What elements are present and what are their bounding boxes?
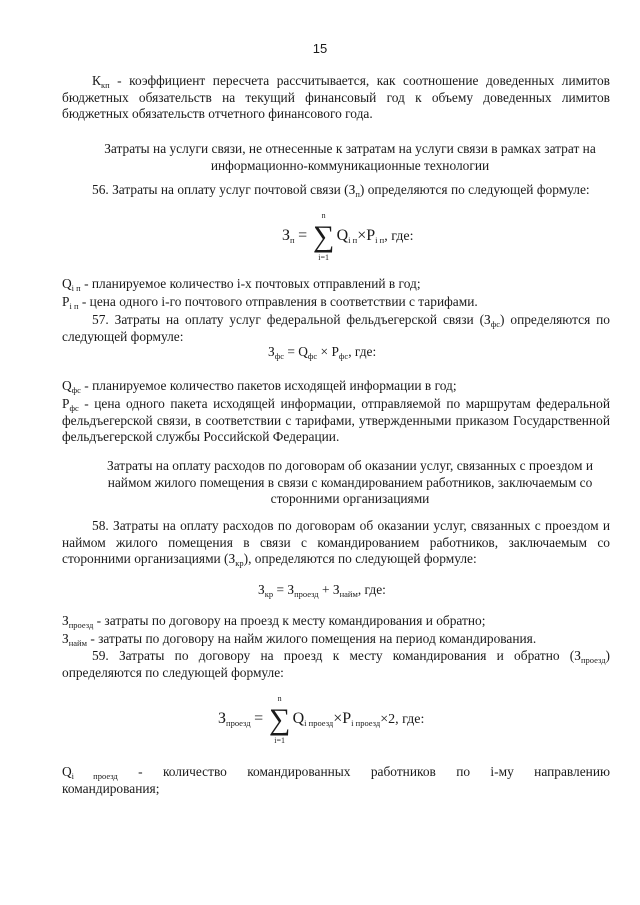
p56-text-a: 56. Затраты на оплату услуг почтовой связи (З (92, 182, 356, 197)
paragraph-59 (62, 648, 610, 681)
f56-tail: , где: (384, 229, 414, 245)
f56-sum-top: n (321, 211, 326, 220)
f57-q: Q (298, 344, 308, 359)
d58-a-sub: проезд (68, 620, 94, 630)
d56-p-symbol: P (62, 294, 70, 309)
d58-b-sub: найм (68, 638, 87, 648)
paragraph-56 (62, 182, 610, 199)
p58-subscript: кр (235, 558, 244, 568)
definition-q-travel (62, 764, 610, 797)
d56-q-sub: i п (71, 283, 81, 293)
p59-subscript: проезд (580, 655, 606, 665)
page-number: 15 (312, 41, 328, 56)
formula-58 (258, 582, 386, 598)
p58-text-b: ), определяются по следующей формуле: (243, 551, 477, 566)
f59-lhs-sub: проезд (226, 718, 251, 729)
f59-lhs: З (218, 710, 227, 728)
f57-eq: = (284, 344, 299, 359)
p56-subscript: п (355, 189, 360, 199)
f58-t2-sub: найм (339, 589, 358, 599)
f58-t2: З (332, 582, 340, 597)
f58-lhs-sub: кр (264, 589, 274, 599)
f57-q-sub: фс (307, 351, 318, 361)
f59-sum-bottom: i=1 (274, 736, 285, 745)
f59-times: × (333, 710, 343, 728)
f56-times: × (357, 227, 367, 245)
f57-tail: , где: (348, 344, 377, 359)
f58-plus: + (318, 582, 333, 597)
definition-p-courier (62, 396, 610, 446)
d58-a-symbol: З (62, 613, 69, 628)
f58-t1-sub: проезд (294, 589, 319, 599)
d57-q-sub: фс (71, 385, 81, 395)
paragraph-57 (62, 312, 610, 345)
d56-q-text: - планируемое количество i-х почтовых отправлений в год; (80, 276, 421, 291)
kkp-symbol: К (92, 73, 101, 88)
f59-eq: = (254, 710, 264, 728)
definition-z-travel (62, 613, 610, 630)
d56-p-text: - цена одного i-го почтового отправления в соответствии с тарифами. (78, 294, 478, 309)
f59-tail: ×2, где: (380, 712, 425, 728)
formula-56 (282, 211, 414, 262)
d57-q-symbol: Q (62, 378, 72, 393)
p57-text-a: 57. Затраты на оплату услуг федеральной фельдъегерской связи (З (92, 312, 491, 327)
formula-57 (268, 344, 376, 360)
definition-q-postal (62, 276, 610, 293)
p57-subscript: фс (490, 319, 501, 329)
f57-times: × (317, 344, 332, 359)
kkp-definition (62, 73, 610, 123)
d56-p-sub: i п (69, 301, 79, 311)
f56-q: Q (336, 227, 349, 245)
p56-text-b: ) определяются по следующей формуле: (359, 182, 590, 197)
definition-p-postal (62, 294, 610, 311)
f58-lhs: З (258, 582, 265, 597)
f59-sum-top: n (277, 694, 282, 703)
f57-lhs: З (268, 344, 275, 359)
definition-z-lodging (62, 631, 610, 648)
f59-q: Q (292, 710, 305, 728)
f56-p-sub: i п (375, 235, 385, 246)
d59-q-sub: i проезд (71, 771, 118, 781)
paragraph-58 (62, 518, 610, 568)
definition-q-courier (62, 378, 610, 395)
f56-sum-bottom: i=1 (318, 253, 329, 262)
d56-q-symbol: Q (62, 276, 72, 291)
d59-q-text: - количество командированных работников по i-му направлению командирования; (62, 764, 610, 796)
section-heading-communications: Затраты на услуги связи, не отнесенные к затратам на услуги связи в рамках затрат на информационно-коммуникационные технологии (104, 141, 596, 173)
f58-eq: = (273, 582, 288, 597)
p58-text-a: 58. Затраты на оплату расходов по договорам об оказании услуг, связанных с проездом и наймом жилого помещения в связи с командированием работников, заключаемым со сторонними организациями (З (62, 518, 610, 566)
d58-b-symbol: З (62, 631, 69, 646)
kkp-subscript: кп (100, 80, 110, 90)
p59-text-a: 59. Затраты по договору на проезд к месту командирования и обратно (З (92, 648, 581, 663)
f59-q-sub: i проезд (304, 718, 334, 729)
f57-lhs-sub: фс (274, 351, 284, 361)
f59-sum-icon: n ∑ i=1 (267, 705, 293, 735)
f59-p: P (342, 710, 352, 728)
f56-sum-icon: n ∑ i=1 (311, 222, 337, 252)
d59-q-symbol: Q (62, 764, 72, 779)
f56-q-sub: i п (348, 235, 358, 246)
d57-q-text: - планируемое количество пакетов исходящей информации в год; (80, 378, 457, 393)
kkp-text: - коэффициент пересчета рассчитывается, как соотношение доведенных лимитов бюджетных обязательств на текущий финансовый год к объему доведенных лимитов бюджетных обязательств отчетного финансового года. (62, 73, 610, 121)
d57-p-symbol: P (62, 396, 70, 411)
section-heading-travel: Затраты на оплату расходов по договорам об оказании услуг, связанных с проездом и наймом жилого помещения в связи с командированием работников, заключаемым со сторонними организациями (107, 458, 593, 506)
f58-t1: З (287, 582, 295, 597)
f56-lhs: З (282, 227, 291, 245)
p57-text-b: ) определяются по следующей формуле: (62, 312, 610, 344)
p59-text-b: ) определяются по следующей формуле: (62, 648, 610, 680)
d58-a-text: - затраты по договору на проезд к месту командирования и обратно; (93, 613, 486, 628)
d58-b-text: - затраты по договору на найм жилого помещения на период командирования. (86, 631, 537, 646)
f59-p-sub: i проезд (351, 718, 381, 729)
f57-p: P (331, 344, 339, 359)
f56-eq: = (298, 227, 308, 245)
d57-p-sub: фс (69, 403, 79, 413)
f58-tail: , где: (357, 582, 386, 597)
d57-p-text: - цена одного пакета исходящей информации, отправляемой по маршрутам федеральной фельдъегерской связи, в соответствии с тарифами, утвержденными приказом Государственной фельдъегерской службы Российской Федерации. (62, 396, 610, 444)
f56-lhs-sub: п (290, 235, 295, 246)
formula-59 (218, 694, 425, 745)
f56-p: P (366, 227, 376, 245)
f57-p-sub: фс (338, 351, 349, 361)
